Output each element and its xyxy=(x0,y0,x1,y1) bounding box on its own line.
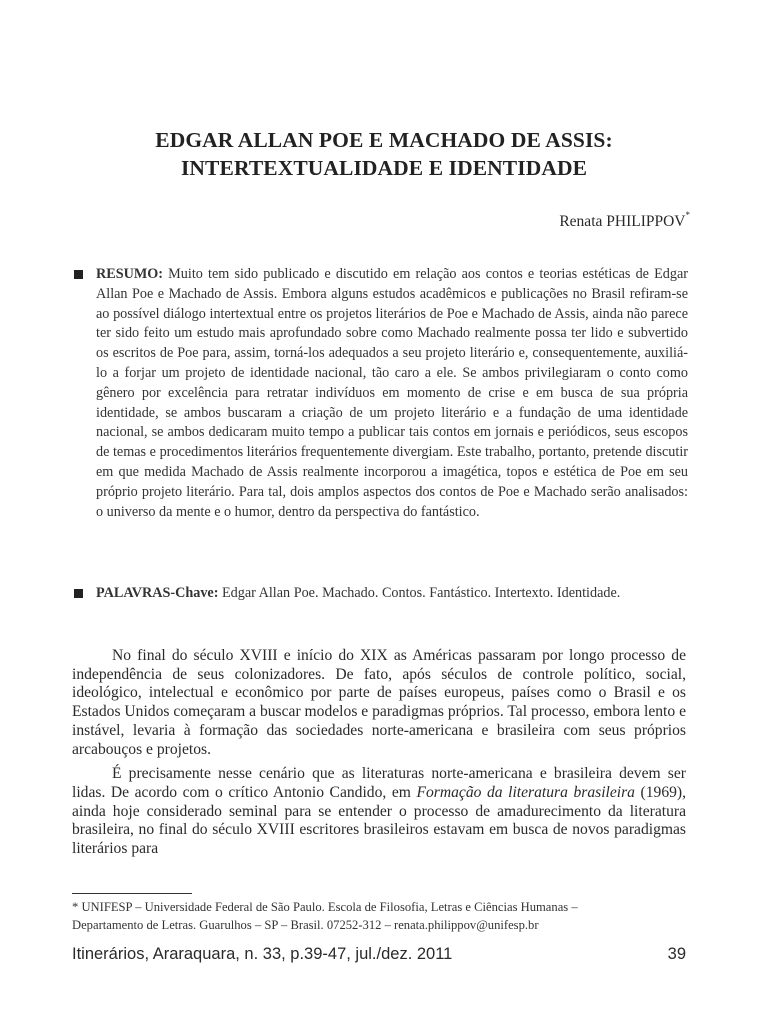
paragraph-1: No final do século XVIII e início do XIX as Américas passaram por longo processo de independência de seus colonizadores. De fato, após séculos de controle político, social, ideológico, intelectual e econômico por parte de países europeus, países como o Brasil e os Estados Unidos começaram a buscar modelos e paradigmas próprios. Tal processo, embora lento e instável, levaria à formação das sociedades norte-americana e brasileira com seus próprios arcabouços e projetos. xyxy=(72,647,686,758)
abstract-label: RESUMO: xyxy=(96,266,163,282)
author-footnote-marker: * xyxy=(685,210,690,220)
article-title xyxy=(72,126,696,182)
author-name: Renata PHILIPPOV xyxy=(559,213,686,231)
footnote xyxy=(72,899,692,934)
body-text xyxy=(72,647,686,865)
keywords-label: PALAVRAS-Chave: xyxy=(96,585,219,601)
footnote-divider xyxy=(72,893,192,894)
footnote-line-2: Departamento de Letras. Guarulhos – SP – Brasil. 07252-312 – renata.philippov@unifesp.br xyxy=(72,917,539,932)
paragraph-2-text-b: (1969), ainda hoje considerado seminal para se entender o processo de amadurecimento da literatura brasileira, no final do século XVIII escritores brasileiros estavam em busca de novos paradigmas literários para xyxy=(72,783,687,858)
square-bullet-icon xyxy=(74,270,83,279)
book-title-italic: Formação da literatura brasileira xyxy=(416,783,635,801)
title-line-1: EDGAR ALLAN POE E MACHADO DE ASSIS: xyxy=(155,128,613,152)
paragraph-2 xyxy=(72,765,686,859)
keywords-text: Edgar Allan Poe. Machado. Contos. Fantástico. Intertexto. Identidade. xyxy=(218,585,621,601)
journal-citation: Itinerários, Araraquara, n. 33, p.39-47, jul./dez. 2011 xyxy=(72,945,453,963)
paragraph-2-text-a: É precisamente nesse cenário que as literaturas norte-americana e brasileira devem ser lidas. De acordo com o crítico Antonio Candido, em xyxy=(72,765,686,801)
author-line xyxy=(559,212,690,231)
page-number: 39 xyxy=(667,945,686,963)
square-bullet-icon xyxy=(74,589,83,598)
title-line-2: INTERTEXTUALIDADE E IDENTIDADE xyxy=(180,156,588,180)
keywords xyxy=(96,584,688,604)
abstract xyxy=(96,265,688,522)
abstract-text: Muito tem sido publicado e discutido em relação aos contos e teorias estéticas de Edgar Allan Poe e Machado de Assis. Embora alguns estudos acadêmicos e publicações no Brasil refiram-se ao possível diálogo intertextual entre os projetos literários de Poe e Machado de Assis, ainda não parece ter sido feito um estudo mais aprofundado sobre como Machado realmente possa ter lido e subvertido os escritos de Poe para, assim, torná-los adequados a seu projeto literário e, consequentemente, auxiliá-lo a forjar um projeto de identidade nacional, tão caro a ele. Se ambos privilegiaram o conto como gênero por excelência para retratar indivíduos em momento de crise e em busca de sua própria identidade, se ambos buscaram a criação de um projeto literário e a fundação de uma identidade nacional, se ambos dedicaram muito tempo a publicar tais contos em jornais e periódicos, seus escopos de temas e procedimentos literários frequentemente divergiam. Este trabalho, portanto, pretende discutir em que medida Machado de Assis realmente incorporou a imagética, topos e estética de Poe em seu próprio projeto literário. Para tal, dois amplos aspectos dos contos de Poe e Machado serão analisados: o universo da mente e o humor, dentro da perspectiva do fantástico. xyxy=(96,266,688,520)
footnote-line-1: * UNIFESP – Universidade Federal de São Paulo. Escola de Filosofia, Letras e Ciências Humanas – xyxy=(72,900,578,914)
